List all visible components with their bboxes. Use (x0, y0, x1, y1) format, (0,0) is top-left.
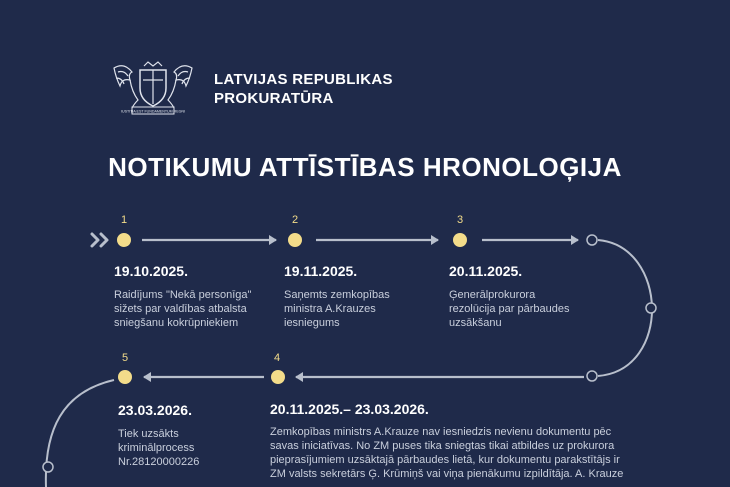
event-marker-3 (453, 233, 467, 247)
event-marker-4 (271, 370, 285, 384)
waypoint-curve-left (43, 462, 53, 472)
event-description-3: Ģenerālprokurora rezolūcija par pārbaudes uzsākšanu (449, 289, 570, 329)
event-description-1: Raidījums "Nekā personīga" sižets par valdības atbalsta sniegšanu kokrūpniekiem (114, 289, 252, 329)
page-title: NOTIKUMU ATTĪSTĪBAS HRONOLOĢIJA (108, 152, 622, 182)
event-date-2: 19.11.2025. (284, 263, 358, 279)
logo-motto: IUSTITIA EST FUNDAMENTUM REGNI (120, 109, 186, 114)
event-date-3: 20.11.2025. (449, 263, 523, 279)
event-date-1: 19.10.2025. (114, 263, 188, 279)
curve-left (46, 380, 114, 487)
event-number-3: 3 (456, 214, 464, 226)
curve-right (598, 240, 652, 376)
waypoint-curve-right (646, 303, 656, 313)
event-marker-2 (288, 233, 302, 247)
event-description-4: Zemkopības ministrs A.Krauze nav iesniedzis nevienu dokumentu pēc savas iniciatīvas. No ZM puses tika sniegtas tikai atbildes uz prokurora pieprasījumiem uzsāktajā pārbaudes lietā, kur dokumentu parakstītājs ir ZM valsts sekretārs Ģ. Krūmiņš vai viņa pienākumu izpildītāja. A. Krauze (270, 426, 624, 480)
waypoint-row1-end (587, 235, 597, 245)
organization-name-line2: PROKURATŪRA (214, 90, 334, 107)
event-number-1: 1 (120, 214, 128, 226)
event-description-2: Saņemts zemkopības ministra A.Krauzes iesniegums (284, 289, 390, 329)
event-date-4: 20.11.2025.– 23.03.2026. (270, 401, 429, 417)
event-description-5: Tiek uzsākts kriminālprocess Nr.28120000226 (118, 428, 200, 468)
event-marker-5 (118, 370, 132, 384)
event-marker-1 (117, 233, 131, 247)
event-number-4: 4 (273, 352, 281, 364)
waypoint-row2-start (587, 371, 597, 381)
event-number-2: 2 (291, 214, 299, 226)
event-date-5: 23.03.2026. (118, 402, 192, 418)
event-number-5: 5 (121, 352, 129, 364)
start-chevrons (92, 234, 107, 246)
organization-name-line1: LATVIJAS REPUBLIKAS (214, 71, 393, 88)
